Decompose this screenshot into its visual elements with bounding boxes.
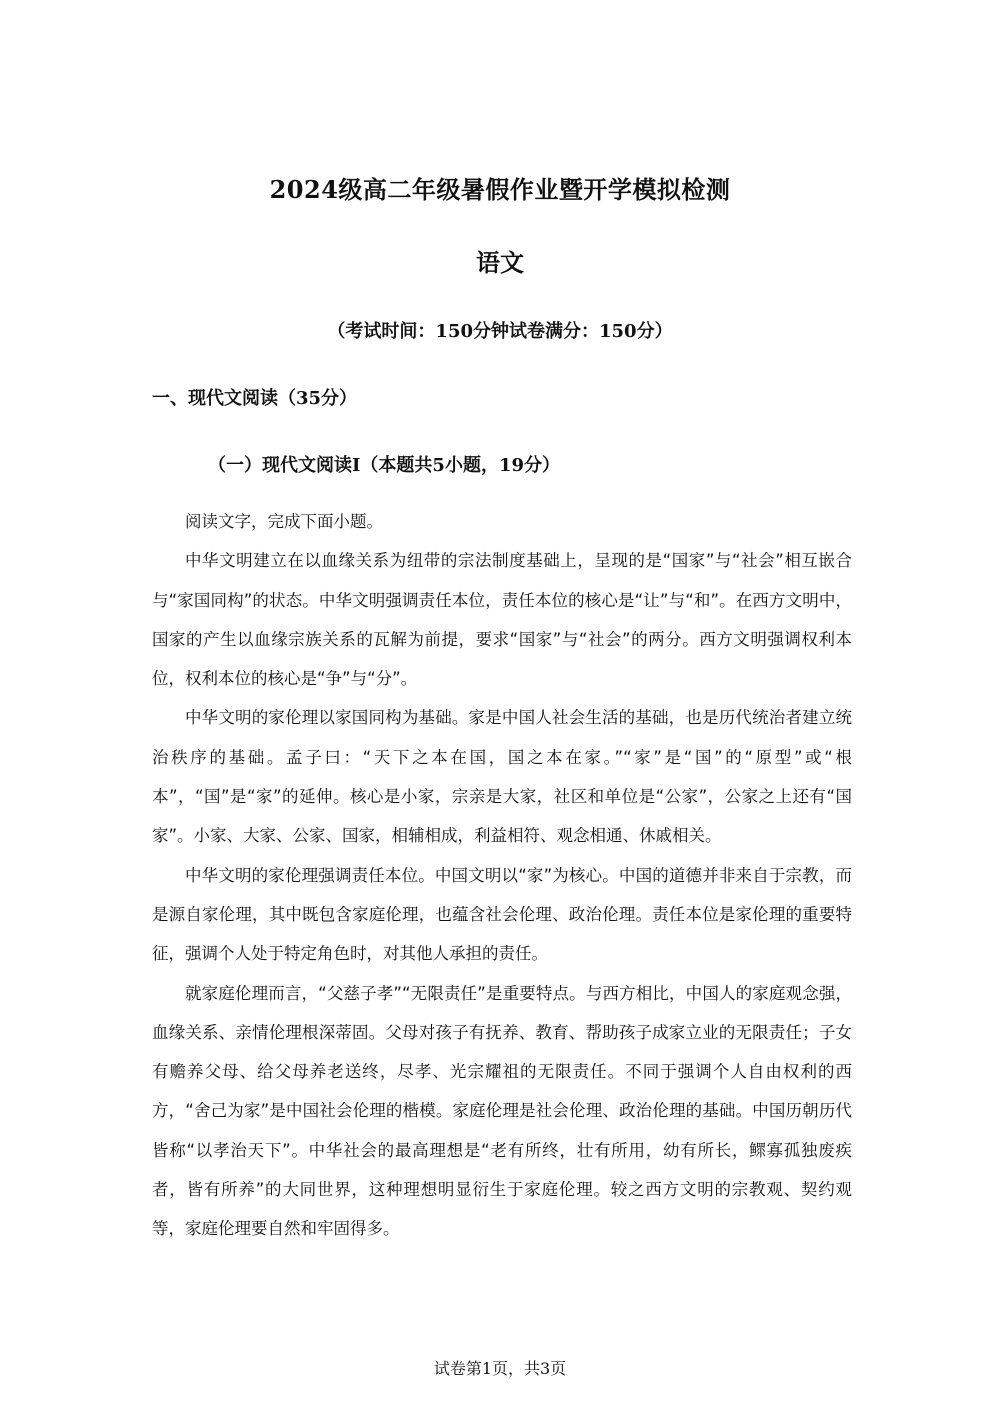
exam-info: （考试时间：150分钟试卷满分：150分） xyxy=(327,321,673,342)
subject-heading: 语文 xyxy=(476,248,524,277)
passage-paragraph: 中华文明的家伦理强调责任本位。中国文明以“家”为核心。中国的道德并非来自于宗教，而是源自家伦理，其中既包含家庭伦理，也蕴含社会伦理、政治伦理。责任本位是家伦理的重要特征，强调个人处于特定角色时，对其他人承担的责任。 xyxy=(152,865,852,964)
subsection-heading: （一）现代文阅读I（本题共5小题，19分） xyxy=(208,455,560,476)
reading-passage xyxy=(152,502,852,1249)
section-heading: 一、现代文阅读（35分） xyxy=(152,388,358,409)
exam-title: 2024级高二年级暑假作业暨开学模拟检测 xyxy=(269,175,731,204)
instruction-paragraph: 阅读文字，完成下面小题。 xyxy=(185,512,383,531)
passage-paragraph: 就家庭伦理而言，“父慈子孝”“无限责任”是重要特点。与西方相比，中国人的家庭观念强，血缘关系、亲情伦理根深蒂固。父母对孩子有抚养、教育、帮助孩子成家立业的无限责任；子女有赡养父母、给父母养老送终，尽孝、光宗耀祖的无限责任。不同于强调个人自由权利的西方，“舍己为家”是中国社会伦理的楷模。家庭伦理是社会伦理、政治伦理的基础。中国历朝历代皆称“以孝治天下”。中华社会的最高理想是“老有所终，壮有所用，幼有所长，鳏寡孤独废疾者，皆有所养”的大同世界，这种理想明显衍生于家庭伦理。较之西方文明的宗教观、契约观等，家庭伦理要自然和牢固得多。 xyxy=(152,983,852,1239)
passage-paragraph: 中华文明建立在以血缘关系为纽带的宗法制度基础上，呈现的是“国家”与“社会”相互嵌合与“家国同构”的状态。中华文明强调责任本位，责任本位的核心是“让”与“和”。在西方文明中，国家的产生以血缘宗族关系的瓦解为前提，要求“国家”与“社会”的两分。西方文明强调权利本位，权利本位的核心是“争”与“分”。 xyxy=(152,551,852,689)
passage-paragraph: 中华文明的家伦理以家国同构为基础。家是中国人社会生活的基础，也是历代统治者建立统治秩序的基础。孟子曰：“天下之本在国，国之本在家。”“家”是“国”的“原型”或“根本”，“国”是“家”的延伸。核心是小家，宗亲是大家，社区和单位是“公家”，公家之上还有“国家”。小家、大家、公家、国家，相辅相成，利益相符、观念相通、休戚相关。 xyxy=(152,708,852,846)
page-footer: 试卷第1页，共3页 xyxy=(433,1359,567,1378)
